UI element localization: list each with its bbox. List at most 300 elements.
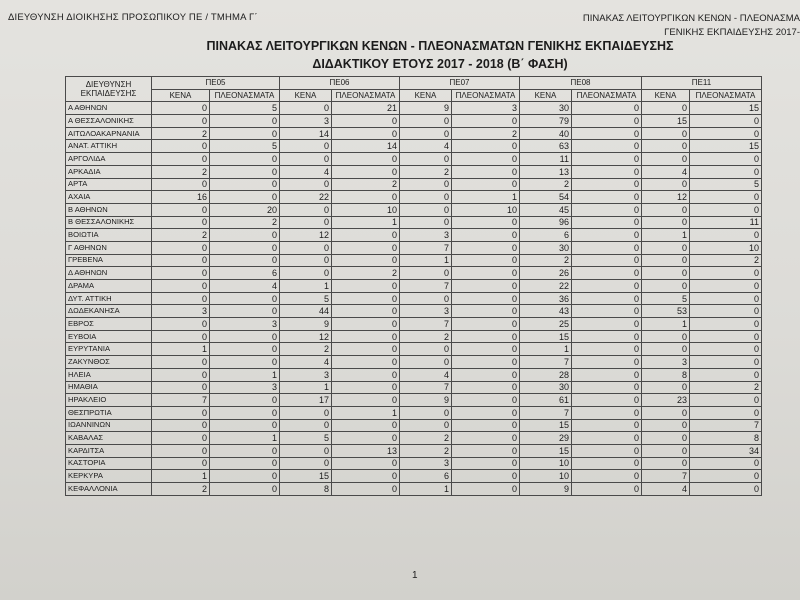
vacancies-cell: 3 xyxy=(400,229,452,242)
vacancies-cell: 16 xyxy=(152,191,210,204)
vacancies-cell: 2 xyxy=(520,254,572,267)
direction-name-cell: Β ΘΕΣΣΑΛΟΝΙΚΗΣ xyxy=(66,216,152,229)
vacancies-cell: 0 xyxy=(642,457,690,470)
vacancies-cell: 0 xyxy=(642,432,690,445)
running-title xyxy=(583,12,800,40)
direction-name-cell: ΑΝΑΤ. ΑΤΤΙΚΗ xyxy=(66,140,152,153)
document-subtitle: ΔΙΔΑΚΤΙΚΟΥ ΕΤΟΥΣ 2017 - 2018 (Β΄ ΦΑΣΗ) xyxy=(312,57,568,71)
surplus-cell: 0 xyxy=(452,305,520,318)
surplus-cell: 0 xyxy=(210,406,280,419)
surplus-cell: 0 xyxy=(452,419,520,432)
vacancies-cell: 0 xyxy=(152,318,210,331)
surplus-cell: 6 xyxy=(210,267,280,280)
table-row xyxy=(66,178,762,191)
table-row xyxy=(66,330,762,343)
vacancies-cell: 0 xyxy=(280,216,332,229)
vacancies-cell: 12 xyxy=(280,330,332,343)
surplus-cell: 0 xyxy=(572,432,642,445)
surplus-cell: 0 xyxy=(572,406,642,419)
vacancies-cell: 0 xyxy=(152,267,210,280)
vacancies-cell: 2 xyxy=(152,127,210,140)
table-row xyxy=(66,381,762,394)
surplus-cell: 0 xyxy=(210,305,280,318)
surplus-cell: 3 xyxy=(210,318,280,331)
surplus-cell: 0 xyxy=(452,318,520,331)
table-row xyxy=(66,419,762,432)
surplus-header: ΠΛΕΟΝΑΣΜΑΤΑ xyxy=(572,89,642,102)
table-row xyxy=(66,432,762,445)
surplus-cell: 0 xyxy=(210,330,280,343)
surplus-cell: 0 xyxy=(452,229,520,242)
surplus-cell: 0 xyxy=(690,127,762,140)
running-title-line1: ΠΙΝΑΚΑΣ ΛΕΙΤΟΥΡΓΙΚΩΝ ΚΕΝΩΝ - ΠΛΕΟΝΑΣΜΑ xyxy=(582,13,800,24)
vacancies-cell: 0 xyxy=(400,115,452,128)
vacancies-cell: 9 xyxy=(280,318,332,331)
direction-name-cell: ΒΟΙΩΤΙΑ xyxy=(66,229,152,242)
surplus-cell: 10 xyxy=(332,203,400,216)
vacancies-cell: 2 xyxy=(152,165,210,178)
table-body xyxy=(66,102,762,495)
surplus-cell: 0 xyxy=(452,444,520,457)
vacancies-cell: 29 xyxy=(520,432,572,445)
table-row xyxy=(66,483,762,496)
direction-name-cell: ΑΡΚΑΔΙΑ xyxy=(66,165,152,178)
vacancies-cell: 28 xyxy=(520,368,572,381)
surplus-cell: 0 xyxy=(452,457,520,470)
surplus-cell: 0 xyxy=(452,343,520,356)
surplus-header: ΠΛΕΟΝΑΣΜΑΤΑ xyxy=(690,89,762,102)
surplus-cell: 0 xyxy=(452,165,520,178)
vacancies-cell: 0 xyxy=(152,140,210,153)
vacancies-cell: 0 xyxy=(642,140,690,153)
direction-name-cell: ΑΙΤΩΛΟΑΚΑΡΝΑΝΙΑ xyxy=(66,127,152,140)
surplus-cell: 0 xyxy=(572,343,642,356)
surplus-cell: 0 xyxy=(210,191,280,204)
surplus-cell: 0 xyxy=(572,165,642,178)
surplus-cell: 0 xyxy=(332,318,400,331)
table-row xyxy=(66,356,762,369)
vacancies-cell: 63 xyxy=(520,140,572,153)
vacancies-cell: 0 xyxy=(642,254,690,267)
surplus-cell: 0 xyxy=(452,115,520,128)
surplus-cell: 0 xyxy=(210,153,280,166)
vacancies-cell: 0 xyxy=(280,153,332,166)
vacancies-cell: 30 xyxy=(520,102,572,115)
vacancies-cell: 1 xyxy=(152,343,210,356)
surplus-cell: 2 xyxy=(332,178,400,191)
surplus-cell: 0 xyxy=(210,343,280,356)
surplus-cell: 0 xyxy=(690,292,762,305)
table-row xyxy=(66,292,762,305)
vacancies-cell: 0 xyxy=(152,241,210,254)
vacancies-cell: 2 xyxy=(400,330,452,343)
surplus-cell: 2 xyxy=(452,127,520,140)
surplus-cell: 0 xyxy=(210,241,280,254)
vacancies-cell: 26 xyxy=(520,267,572,280)
vacancies-cell: 5 xyxy=(280,432,332,445)
vacancies-cell: 4 xyxy=(280,356,332,369)
table-row xyxy=(66,153,762,166)
surplus-cell: 15 xyxy=(690,102,762,115)
table-row xyxy=(66,216,762,229)
vacancies-cell: 7 xyxy=(400,241,452,254)
vacancies-cell: 30 xyxy=(520,381,572,394)
surplus-cell: 0 xyxy=(572,140,642,153)
surplus-cell: 5 xyxy=(210,140,280,153)
table-row xyxy=(66,165,762,178)
surplus-cell: 0 xyxy=(210,292,280,305)
surplus-cell: 0 xyxy=(572,330,642,343)
table-row xyxy=(66,254,762,267)
vacancies-cell: 15 xyxy=(642,115,690,128)
direction-name-cell: ΔΩΔΕΚΑΝΗΣΑ xyxy=(66,305,152,318)
direction-name-cell: Γ ΑΘΗΝΩΝ xyxy=(66,241,152,254)
vacancies-cell: 0 xyxy=(152,368,210,381)
group-header-pe06: ΠΕ06 xyxy=(280,77,400,90)
direction-name-cell: ΔΥΤ. ΑΤΤΙΚΗ xyxy=(66,292,152,305)
surplus-cell: 0 xyxy=(690,203,762,216)
vacancies-cell: 0 xyxy=(280,102,332,115)
vacancies-cell: 1 xyxy=(400,483,452,496)
table-row xyxy=(66,229,762,242)
vacancies-cell: 4 xyxy=(642,483,690,496)
direction-name-cell: ΚΑΣΤΟΡΙΑ xyxy=(66,457,152,470)
vacancies-cell: 0 xyxy=(152,381,210,394)
surplus-cell: 1 xyxy=(452,191,520,204)
surplus-cell: 0 xyxy=(690,406,762,419)
vacancies-cell: 0 xyxy=(642,330,690,343)
surplus-cell: 0 xyxy=(210,419,280,432)
surplus-cell: 0 xyxy=(332,229,400,242)
vacancies-cell: 0 xyxy=(280,254,332,267)
surplus-cell: 15 xyxy=(690,140,762,153)
group-header-pe05: ΠΕ05 xyxy=(152,77,280,90)
vacancies-cell: 1 xyxy=(280,381,332,394)
table-row xyxy=(66,280,762,293)
surplus-cell: 0 xyxy=(210,356,280,369)
surplus-cell: 0 xyxy=(210,178,280,191)
vacancies-cell: 1 xyxy=(642,229,690,242)
vacancies-cell: 0 xyxy=(642,444,690,457)
surplus-cell: 0 xyxy=(210,444,280,457)
table-row xyxy=(66,191,762,204)
vacancies-header: ΚΕΝΑ xyxy=(520,89,572,102)
direction-name-cell: ΕΥΡΥΤΑΝΙΑ xyxy=(66,343,152,356)
vacancies-cell: 0 xyxy=(280,267,332,280)
surplus-cell: 0 xyxy=(452,330,520,343)
vacancies-cell: 0 xyxy=(642,406,690,419)
vacancies-cell: 4 xyxy=(280,165,332,178)
direction-name-cell: ΚΕΦΑΛΛΟΝΙΑ xyxy=(66,483,152,496)
vacancies-cell: 0 xyxy=(642,216,690,229)
page-number: 1 xyxy=(412,570,418,581)
group-header-row xyxy=(66,77,762,90)
surplus-cell: 0 xyxy=(572,267,642,280)
vacancies-cell: 0 xyxy=(400,127,452,140)
surplus-cell: 0 xyxy=(452,381,520,394)
surplus-cell: 4 xyxy=(210,280,280,293)
surplus-cell: 10 xyxy=(690,241,762,254)
vacancies-cell: 0 xyxy=(400,191,452,204)
vacancies-cell: 2 xyxy=(152,483,210,496)
vacancies-cell: 79 xyxy=(520,115,572,128)
table-row xyxy=(66,127,762,140)
vacancies-cell: 10 xyxy=(520,457,572,470)
vacancies-cell: 2 xyxy=(152,229,210,242)
surplus-cell: 0 xyxy=(690,267,762,280)
surplus-cell: 0 xyxy=(332,394,400,407)
surplus-cell: 0 xyxy=(210,165,280,178)
surplus-cell: 0 xyxy=(572,241,642,254)
vacancies-cell: 0 xyxy=(400,153,452,166)
vacancies-cell: 5 xyxy=(642,292,690,305)
surplus-cell: 0 xyxy=(572,419,642,432)
surplus-cell: 0 xyxy=(452,394,520,407)
vacancies-cell: 4 xyxy=(642,165,690,178)
vacancies-cell: 0 xyxy=(152,216,210,229)
vacancies-cell: 0 xyxy=(642,153,690,166)
vacancies-cell: 0 xyxy=(400,419,452,432)
surplus-cell: 0 xyxy=(572,356,642,369)
vacancies-cell: 13 xyxy=(520,165,572,178)
surplus-cell: 0 xyxy=(332,191,400,204)
vacancies-cell: 8 xyxy=(642,368,690,381)
vacancies-cell: 0 xyxy=(280,419,332,432)
direction-column-header: ΔΙΕΥΘΥΝΣΗ ΕΚΠΑΙΔΕΥΣΗΣ xyxy=(66,77,152,102)
vacancies-cell: 54 xyxy=(520,191,572,204)
surplus-cell: 0 xyxy=(332,457,400,470)
table-row xyxy=(66,343,762,356)
surplus-cell: 0 xyxy=(332,356,400,369)
surplus-cell: 0 xyxy=(572,394,642,407)
document-title: ΠΙΝΑΚΑΣ ΛΕΙΤΟΥΡΓΙΚΩΝ ΚΕΝΩΝ - ΠΛΕΟΝΑΣΜΑΤΩΝ ΓΕΝΙΚΗΣ ΕΚΠΑΙΔΕΥΣΗΣ xyxy=(206,39,674,53)
direction-name-cell: ΚΕΡΚΥΡΑ xyxy=(66,470,152,483)
vacancies-cell: 12 xyxy=(642,191,690,204)
vacancies-cell: 23 xyxy=(642,394,690,407)
vacancies-cell: 7 xyxy=(400,381,452,394)
surplus-cell: 0 xyxy=(332,432,400,445)
surplus-cell: 0 xyxy=(452,356,520,369)
vacancies-header: ΚΕΝΑ xyxy=(280,89,332,102)
group-header-pe07: ΠΕ07 xyxy=(400,77,520,90)
surplus-cell: 0 xyxy=(690,153,762,166)
surplus-cell: 0 xyxy=(572,483,642,496)
surplus-cell: 0 xyxy=(332,115,400,128)
surplus-cell: 10 xyxy=(452,203,520,216)
surplus-cell: 2 xyxy=(332,267,400,280)
vacancies-cell: 0 xyxy=(152,419,210,432)
vacancies-cell: 7 xyxy=(520,356,572,369)
surplus-cell: 0 xyxy=(210,229,280,242)
vacancies-cell: 9 xyxy=(400,394,452,407)
surplus-cell: 0 xyxy=(332,292,400,305)
vacancies-cell: 2 xyxy=(400,432,452,445)
direction-name-cell: Β ΑΘΗΝΩΝ xyxy=(66,203,152,216)
direction-name-cell: ΓΡΕΒΕΝΑ xyxy=(66,254,152,267)
surplus-cell: 0 xyxy=(690,115,762,128)
table-row xyxy=(66,470,762,483)
vacancies-cell: 0 xyxy=(280,406,332,419)
surplus-cell: 5 xyxy=(210,102,280,115)
vacancies-cell: 1 xyxy=(642,318,690,331)
direction-name-cell: ΚΑΒΑΛΑΣ xyxy=(66,432,152,445)
vacancies-cell: 0 xyxy=(280,140,332,153)
vacancies-header: ΚΕΝΑ xyxy=(152,89,210,102)
surplus-cell: 0 xyxy=(452,432,520,445)
surplus-cell: 0 xyxy=(572,444,642,457)
vacancies-cell: 7 xyxy=(152,394,210,407)
surplus-cell: 0 xyxy=(332,280,400,293)
surplus-cell: 3 xyxy=(210,381,280,394)
table-row xyxy=(66,368,762,381)
table-row xyxy=(66,305,762,318)
surplus-cell: 0 xyxy=(572,318,642,331)
vacancies-cell: 0 xyxy=(642,241,690,254)
surplus-header: ΠΛΕΟΝΑΣΜΑΤΑ xyxy=(210,89,280,102)
vacancies-cell: 5 xyxy=(280,292,332,305)
vacancies-cell: 1 xyxy=(280,280,332,293)
vacancies-cell: 0 xyxy=(642,267,690,280)
vacancies-cell: 3 xyxy=(642,356,690,369)
surplus-cell: 0 xyxy=(572,127,642,140)
vacancies-cell: 0 xyxy=(152,102,210,115)
vacancies-cell: 8 xyxy=(280,483,332,496)
surplus-cell: 0 xyxy=(690,394,762,407)
table-row xyxy=(66,394,762,407)
surplus-cell: 0 xyxy=(572,368,642,381)
vacancies-cell: 0 xyxy=(280,444,332,457)
direction-name-cell: ΙΩΑΝΝΙΝΩΝ xyxy=(66,419,152,432)
surplus-cell: 0 xyxy=(572,305,642,318)
vacancies-cell: 15 xyxy=(520,444,572,457)
surplus-cell: 1 xyxy=(332,216,400,229)
vacancies-cell: 6 xyxy=(520,229,572,242)
surplus-cell: 0 xyxy=(452,241,520,254)
surplus-cell: 0 xyxy=(572,254,642,267)
surplus-cell: 0 xyxy=(690,305,762,318)
surplus-cell: 0 xyxy=(572,229,642,242)
vacancies-cell: 0 xyxy=(152,457,210,470)
vacancies-cell: 3 xyxy=(400,305,452,318)
table-row xyxy=(66,115,762,128)
surplus-cell: 0 xyxy=(690,343,762,356)
surplus-cell: 0 xyxy=(690,483,762,496)
vacancies-cell: 15 xyxy=(520,419,572,432)
vacancies-cell: 0 xyxy=(400,292,452,305)
surplus-cell: 0 xyxy=(690,318,762,331)
surplus-cell: 2 xyxy=(690,381,762,394)
direction-name-cell: ΕΒΡΟΣ xyxy=(66,318,152,331)
vacancies-cell: 0 xyxy=(642,203,690,216)
surplus-cell: 0 xyxy=(452,483,520,496)
vacancies-cell: 0 xyxy=(152,330,210,343)
surplus-cell: 0 xyxy=(690,470,762,483)
vacancies-cell: 25 xyxy=(520,318,572,331)
vacancies-cell: 43 xyxy=(520,305,572,318)
vacancies-cell: 9 xyxy=(400,102,452,115)
direction-name-cell: ΗΡΑΚΛΕΙΟ xyxy=(66,394,152,407)
vacancies-cell: 2 xyxy=(280,343,332,356)
vacancies-cell: 17 xyxy=(280,394,332,407)
surplus-cell: 0 xyxy=(690,457,762,470)
vacancies-cell: 0 xyxy=(642,381,690,394)
vacancies-cell: 1 xyxy=(152,470,210,483)
surplus-cell: 0 xyxy=(452,470,520,483)
vacancies-cell: 3 xyxy=(280,115,332,128)
vacancies-header: ΚΕΝΑ xyxy=(400,89,452,102)
vacancies-cell: 11 xyxy=(520,153,572,166)
direction-name-cell: ΑΧΑΙΑ xyxy=(66,191,152,204)
direction-name-cell: ΖΑΚΥΝΘΟΣ xyxy=(66,356,152,369)
vacancies-cell: 0 xyxy=(400,267,452,280)
surplus-cell: 0 xyxy=(690,229,762,242)
surplus-cell: 0 xyxy=(572,191,642,204)
vacancies-cell: 36 xyxy=(520,292,572,305)
surplus-cell: 5 xyxy=(690,178,762,191)
vacancies-cell: 1 xyxy=(400,254,452,267)
direction-name-cell: ΗΜΑΘΙΑ xyxy=(66,381,152,394)
vacancies-table xyxy=(65,76,762,496)
surplus-cell: 0 xyxy=(332,343,400,356)
vacancies-cell: 14 xyxy=(280,127,332,140)
direction-name-cell: Α ΑΘΗΝΩΝ xyxy=(66,102,152,115)
surplus-cell: 0 xyxy=(332,165,400,178)
vacancies-cell: 3 xyxy=(280,368,332,381)
vacancies-cell: 0 xyxy=(642,343,690,356)
surplus-cell: 0 xyxy=(572,381,642,394)
vacancies-cell: 2 xyxy=(400,444,452,457)
surplus-cell: 11 xyxy=(690,216,762,229)
surplus-cell: 0 xyxy=(332,470,400,483)
surplus-cell: 1 xyxy=(210,368,280,381)
surplus-cell: 2 xyxy=(210,216,280,229)
vacancies-cell: 7 xyxy=(520,406,572,419)
surplus-cell: 0 xyxy=(452,216,520,229)
vacancies-cell: 3 xyxy=(400,457,452,470)
surplus-cell: 0 xyxy=(572,280,642,293)
surplus-cell: 0 xyxy=(210,127,280,140)
vacancies-cell: 10 xyxy=(520,470,572,483)
vacancies-cell: 0 xyxy=(400,343,452,356)
surplus-cell: 7 xyxy=(690,419,762,432)
surplus-cell: 0 xyxy=(332,241,400,254)
table-row xyxy=(66,444,762,457)
vacancies-cell: 0 xyxy=(642,102,690,115)
vacancies-cell: 2 xyxy=(520,178,572,191)
surplus-cell: 0 xyxy=(572,216,642,229)
direction-name-cell: Α ΘΕΣΣΑΛΟΝΙΚΗΣ xyxy=(66,115,152,128)
surplus-cell: 0 xyxy=(452,140,520,153)
vacancies-cell: 0 xyxy=(152,356,210,369)
surplus-cell: 0 xyxy=(332,368,400,381)
surplus-cell: 0 xyxy=(332,254,400,267)
vacancies-cell: 0 xyxy=(400,216,452,229)
surplus-cell: 0 xyxy=(452,280,520,293)
vacancies-cell: 30 xyxy=(520,241,572,254)
surplus-cell: 3 xyxy=(452,102,520,115)
vacancies-cell: 0 xyxy=(642,419,690,432)
table-row xyxy=(66,406,762,419)
surplus-cell: 0 xyxy=(690,165,762,178)
table-row xyxy=(66,318,762,331)
vacancies-cell: 0 xyxy=(152,178,210,191)
vacancies-cell: 0 xyxy=(280,178,332,191)
vacancies-cell: 44 xyxy=(280,305,332,318)
surplus-cell: 0 xyxy=(572,115,642,128)
vacancies-cell: 4 xyxy=(400,140,452,153)
vacancies-cell: 1 xyxy=(520,343,572,356)
vacancies-cell: 0 xyxy=(642,178,690,191)
